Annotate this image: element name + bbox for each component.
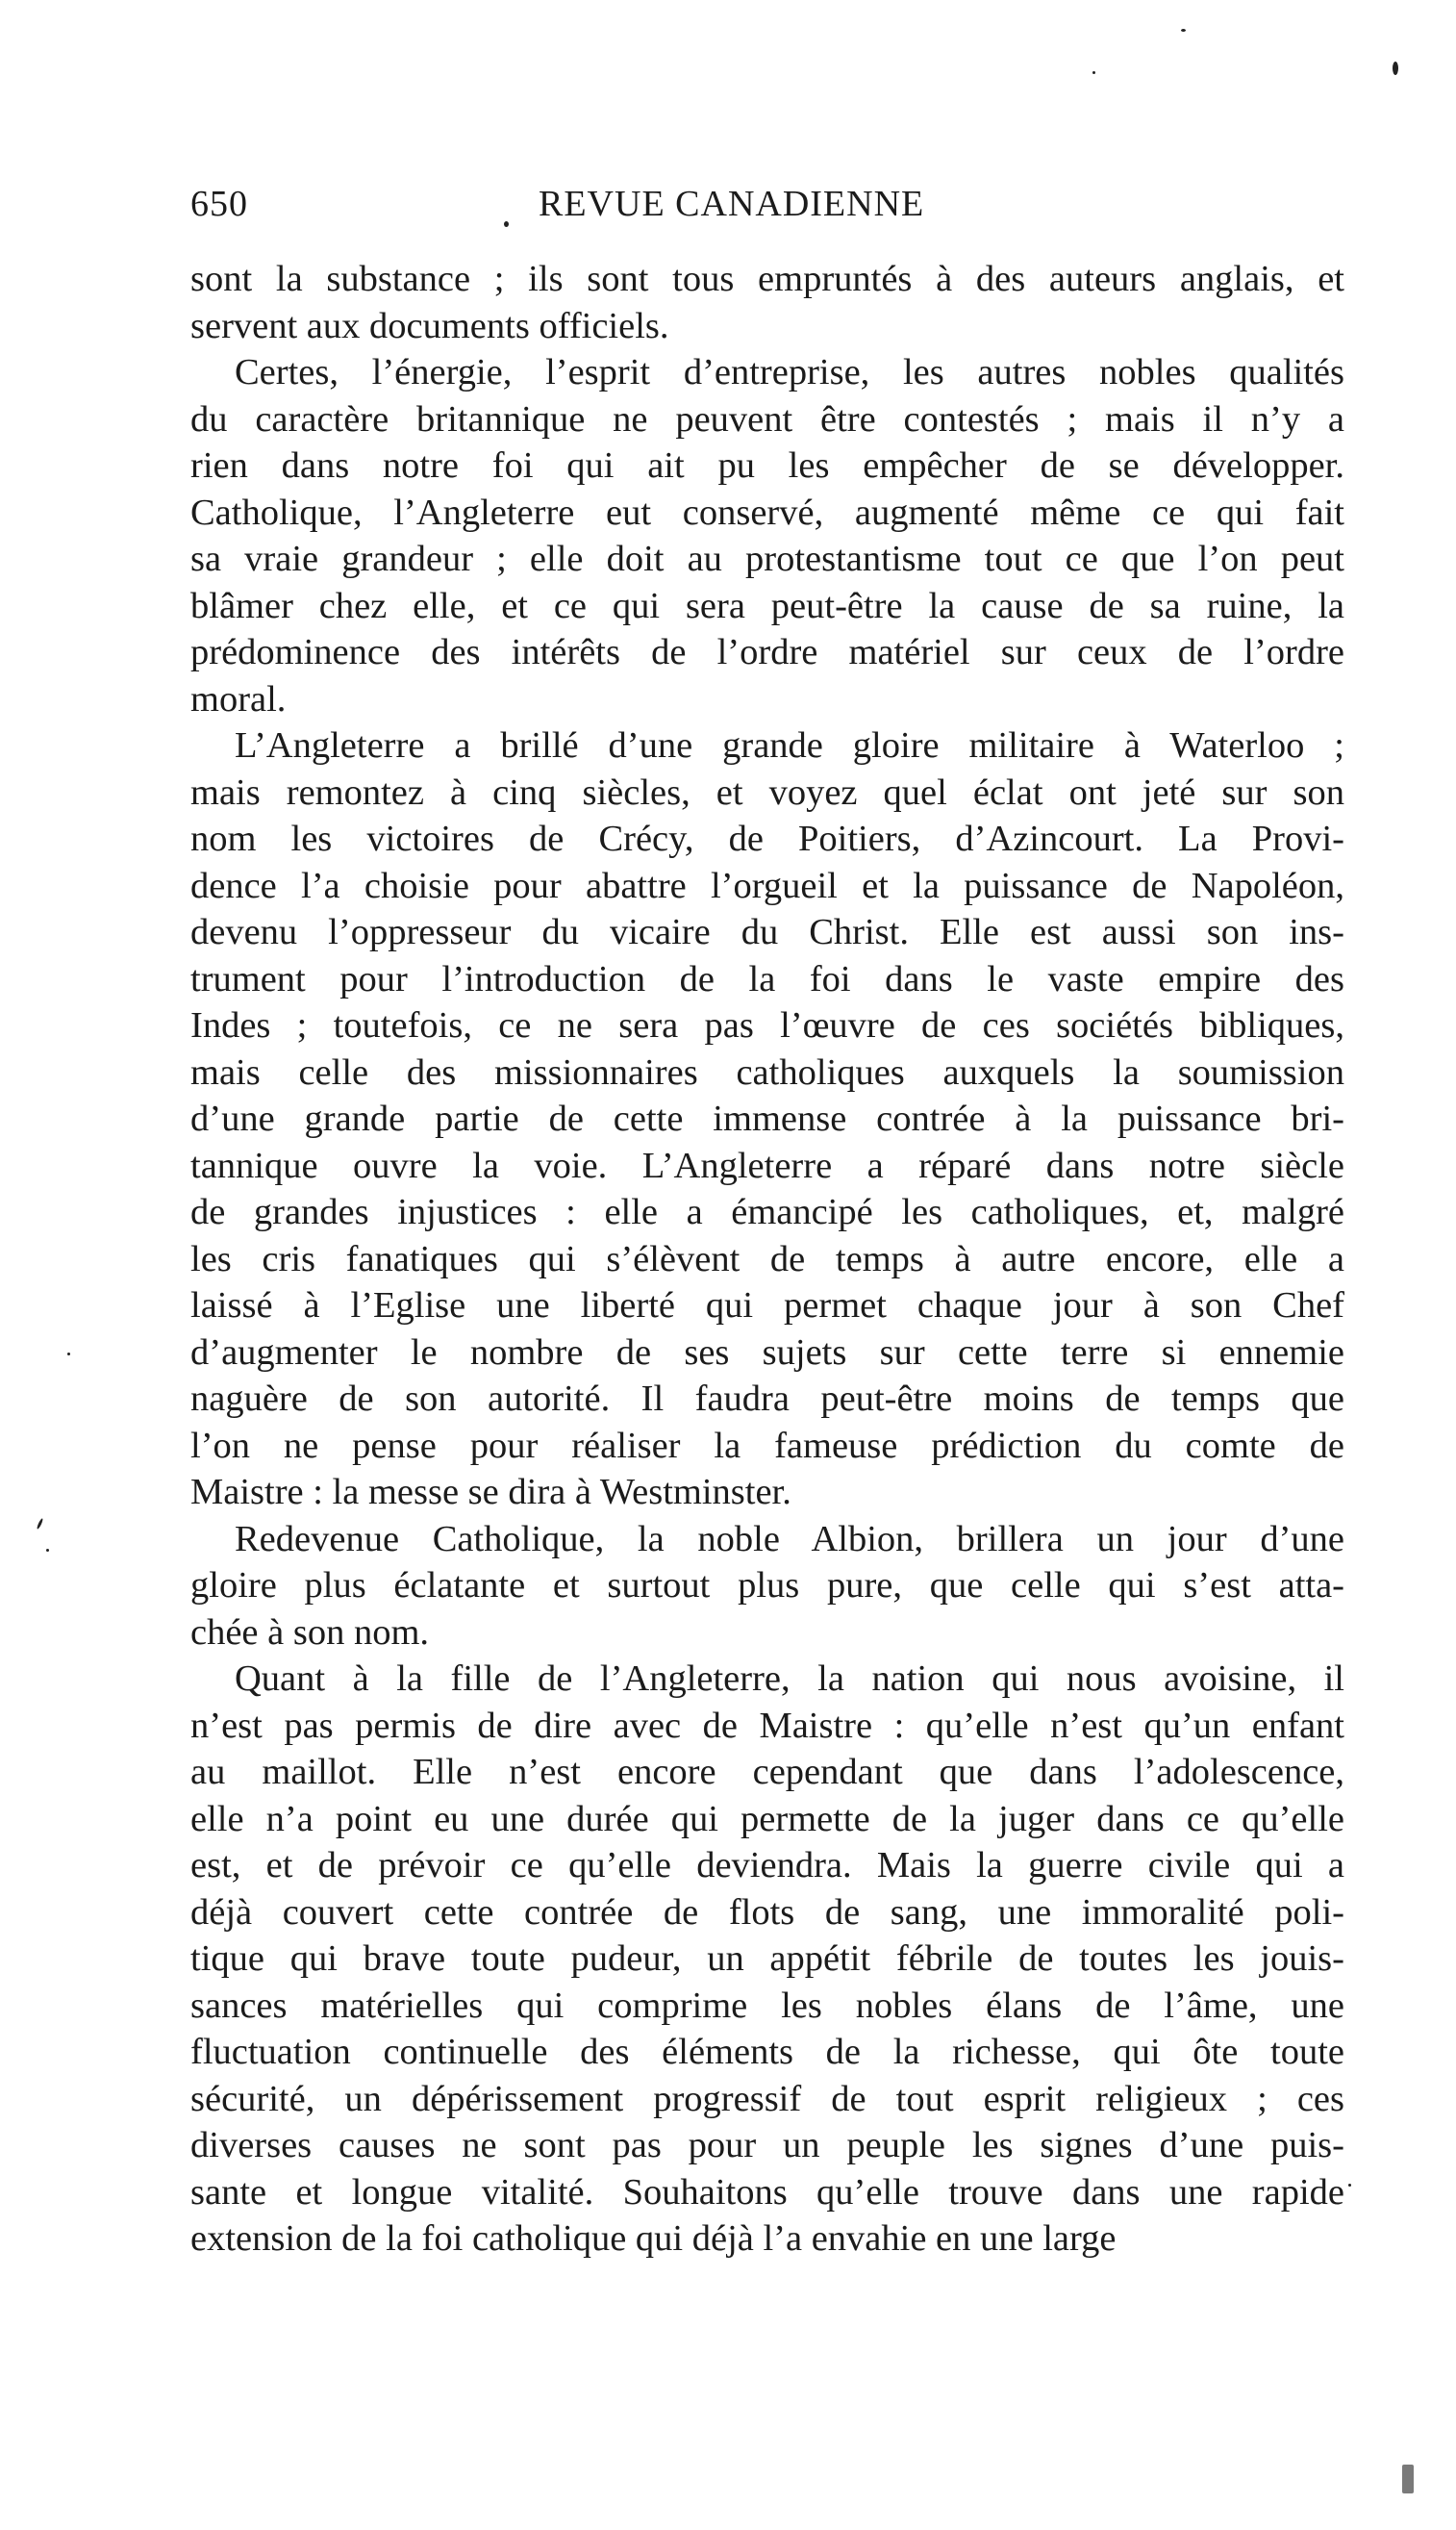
- text-line: est, et de prévoir ce qu’elle deviendra. Mais la guerre civile qui a: [190, 1845, 1344, 1885]
- page-number: 650: [190, 184, 248, 224]
- scan-speck: [1393, 62, 1398, 75]
- text-line: tannique ouvre la voie. L’Angleterre a réparé dans notre siècle: [190, 1145, 1344, 1186]
- scan-speck: [46, 1549, 49, 1552]
- text-line: Maistre : la messe se dira à Westminster.: [190, 1472, 791, 1512]
- running-head: [190, 183, 1344, 233]
- text-line: au maillot. Elle n’est encore cependant que dans l’adolescence,: [190, 1752, 1344, 1792]
- text-line: sécurité, un dépérissement progressif de tout esprit religieux ; ces: [190, 2078, 1344, 2119]
- text-line: devenu l’oppresseur du vicaire du Christ. Elle est aussi son ins-: [190, 912, 1344, 952]
- scan-speck: [504, 221, 509, 227]
- paragraph: [190, 1656, 1344, 2263]
- text-line: les cris fanatiques qui s’élèvent de temps à autre encore, elle a: [190, 1238, 1344, 1279]
- text-line: sa vraie grandeur ; elle doit au protestantisme tout ce que l’on peut: [190, 539, 1344, 579]
- text-line: tique qui brave toute pudeur, un appétit fébrile de toutes les jouis-: [190, 1938, 1344, 1979]
- paragraph: [190, 256, 1344, 349]
- text-line: Certes, l’énergie, l’esprit d’entreprise, les autres nobles qualités: [235, 352, 1344, 392]
- scan-speck: [1348, 2184, 1351, 2187]
- paragraph: [190, 722, 1344, 1516]
- text-line: chée à son nom.: [190, 1611, 430, 1653]
- scan-speck: [1402, 2465, 1414, 2493]
- text-line: gloire plus éclatante et surtout plus pure, que celle qui s’est atta-: [190, 1565, 1344, 1606]
- text-line: mais remontez à cinq siècles, et voyez quel éclat ont jeté sur son: [190, 772, 1344, 813]
- text-line: Redevenue Catholique, la noble Albion, brillera un jour d’une: [235, 1518, 1344, 1559]
- text-line: L’Angleterre a brillé d’une grande gloire militaire à Waterloo ;: [235, 725, 1344, 766]
- text-line: extension de la foi catholique qui déjà l’a envahie en une large: [190, 2218, 1117, 2259]
- body-text: [190, 256, 1344, 2263]
- scan-speck: [1092, 71, 1095, 74]
- text-line: sont la substance ; ils sont tous empruntés à des auteurs anglais, et: [190, 259, 1344, 299]
- text-line: n’est pas permis de dire avec de Maistre : qu’elle n’est qu’un enfant: [190, 1705, 1344, 1746]
- text-line: elle n’a point eu une durée qui permette de la juger dans ce qu’elle: [190, 1798, 1344, 1839]
- text-line: prédominence des intérêts de l’ordre matériel sur ceux de l’ordre: [190, 632, 1344, 672]
- text-line: de grandes injustices : elle a émancipé les catholiques, et, malgré: [190, 1192, 1344, 1232]
- page: [190, 183, 1344, 2263]
- text-line: Quant à la fille de l’Angleterre, la nation qui nous avoisine, il: [235, 1658, 1344, 1699]
- text-line: trument pour l’introduction de la foi dans le vaste empire des: [190, 958, 1344, 999]
- text-line: mais celle des missionnaires catholiques auxquels la soumission: [190, 1051, 1344, 1093]
- text-line: naguère de son autorité. Il faudra peut-être moins de temps que: [190, 1379, 1344, 1419]
- text-line: diverses causes ne sont pas pour un peuple les signes d’une puis-: [190, 2125, 1344, 2165]
- text-line: Indes ; toutefois, ce ne sera pas l’œuvre de ces sociétés bibliques,: [190, 1005, 1344, 1046]
- text-line: d’une grande partie de cette immense contrée à la puissance bri-: [190, 1099, 1344, 1139]
- text-line: nom les victoires de Crécy, de Poitiers, d’Azincourt. La Provi-: [190, 819, 1344, 859]
- text-line: Catholique, l’Angleterre eut conservé, augmenté même ce qui fait: [190, 492, 1344, 533]
- text-line: du caractère britannique ne peuvent être contestés ; mais il n’y a: [190, 398, 1344, 440]
- text-line: d’augmenter le nombre de ses sujets sur cette terre si ennemie: [190, 1331, 1344, 1373]
- text-line: sances matérielles qui comprime les nobles élans de l’âme, une: [190, 1985, 1344, 2026]
- text-line: fluctuation continuelle des éléments de la richesse, qui ôte toute: [190, 2032, 1344, 2072]
- text-line: déjà couvert cette contrée de flots de sang, une immoralité poli-: [190, 1891, 1344, 1933]
- text-line: l’on ne pense pour réaliser la fameuse prédiction du comte de: [190, 1425, 1344, 1466]
- paragraph: [190, 1516, 1344, 1657]
- text-line: laissé à l’Eglise une liberté qui permet chaque jour à son Chef: [190, 1285, 1344, 1326]
- text-line: moral.: [190, 678, 287, 720]
- text-line: sante et longue vitalité. Souhaitons qu’elle trouve dans une rapide: [190, 2171, 1344, 2213]
- text-line: servent aux documents officiels.: [190, 305, 669, 346]
- paragraph: [190, 349, 1344, 722]
- text-line: dence l’a choisie pour abattre l’orgueil et la puissance de Napoléon,: [190, 865, 1344, 906]
- scan-speck: [67, 1353, 70, 1355]
- scan-speck: [37, 1518, 44, 1530]
- scan-speck: [1181, 29, 1186, 32]
- text-line: blâmer chez elle, et ce qui sera peut-être la cause de sa ruine, la: [190, 585, 1344, 626]
- text-line: rien dans notre foi qui ait pu les empêcher de se développer.: [190, 445, 1344, 486]
- journal-title: REVUE CANADIENNE: [539, 184, 925, 224]
